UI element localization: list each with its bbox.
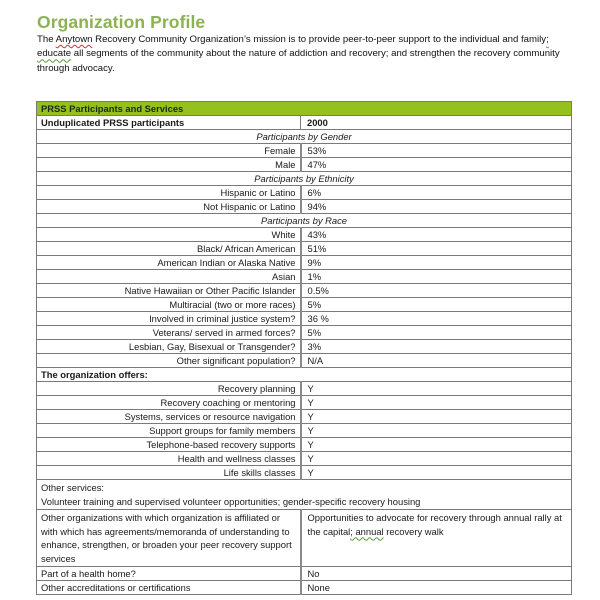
table-row <box>37 396 572 410</box>
row-label: Hispanic or Latino <box>37 186 301 200</box>
spellcheck-flagged-word[interactable]: Anytown <box>55 34 93 45</box>
row-value: Y <box>301 382 572 396</box>
row-value: Y <box>301 466 572 480</box>
section-heading-row <box>37 172 572 186</box>
page-title: Organization Profile <box>37 12 206 32</box>
row-label: Multiracial (two or more races) <box>37 298 301 312</box>
row-value: 43% <box>301 228 572 242</box>
mission-text: Recovery Community Organization’s mission is to provide peer-to-peer support to the individual and family <box>92 34 547 45</box>
ethnicity-heading: Participants by Ethnicity <box>37 172 572 186</box>
table-row <box>37 354 572 368</box>
row-label: Lesbian, Gay, Bisexual or Transgender? <box>37 340 301 354</box>
row-value: 5% <box>301 298 572 312</box>
row-label: Recovery planning <box>37 382 301 396</box>
table-row <box>37 186 572 200</box>
row-value: 53% <box>301 144 572 158</box>
row-value: 1% <box>301 270 572 284</box>
row-label: American Indian or Alaska Native <box>37 256 301 270</box>
row-label: Female <box>37 144 301 158</box>
row-label: Involved in criminal justice system? <box>37 312 301 326</box>
accreditations-label: Other accreditations or certifications <box>37 581 301 595</box>
row-label: Black/ African American <box>37 242 301 256</box>
row-label: Recovery coaching or mentoring <box>37 396 301 410</box>
table-row <box>37 438 572 452</box>
affiliations-text: recovery walk <box>383 525 444 537</box>
affiliations-text: Opportunities to advocate for recovery through annual rally at the capital <box>307 512 562 537</box>
grammar-flagged-text[interactable]: ; educate <box>37 34 549 60</box>
section-heading-row <box>37 368 572 382</box>
row-label: Health and wellness classes <box>37 452 301 466</box>
row-label: Not Hispanic or Latino <box>37 200 301 214</box>
accreditations-value: None <box>301 581 572 595</box>
row-label: Systems, services or resource navigation <box>37 410 301 424</box>
row-value: Y <box>301 452 572 466</box>
row-value: Y <box>301 424 572 438</box>
table-row <box>37 567 572 581</box>
row-label: Telephone-based recovery supports <box>37 438 301 452</box>
table-row <box>37 228 572 242</box>
row-value: Y <box>301 396 572 410</box>
table-row <box>37 242 572 256</box>
other-services-row <box>37 480 572 510</box>
row-label: Other significant population? <box>37 354 301 368</box>
section-heading-row <box>37 214 572 228</box>
row-value: 94% <box>301 200 572 214</box>
grammar-flagged-text[interactable]: ; annual <box>350 525 384 537</box>
row-value: Y <box>301 410 572 424</box>
row-value: 5% <box>301 326 572 340</box>
row-label: Life skills classes <box>37 466 301 480</box>
row-value: 3% <box>301 340 572 354</box>
affiliations-row <box>37 510 572 567</box>
mission-text: The <box>37 34 56 45</box>
unduplicated-label: Unduplicated PRSS participants <box>37 116 301 130</box>
row-label: White <box>37 228 301 242</box>
mission-text: all segments of the community about the nature of addiction and recovery; and strengthen the recovery community through advocacy. <box>37 48 560 74</box>
race-heading: Participants by Race <box>37 214 572 228</box>
row-label: Veterans/ served in armed forces? <box>37 326 301 340</box>
row-value: 0.5% <box>301 284 572 298</box>
table-row <box>37 270 572 284</box>
table-row <box>37 340 572 354</box>
mission-statement <box>37 33 567 76</box>
table-row <box>37 200 572 214</box>
row-label: Male <box>37 158 301 172</box>
unduplicated-value: 2000 <box>301 116 572 130</box>
offers-heading: The organization offers: <box>37 368 572 382</box>
table-row <box>37 312 572 326</box>
table-row <box>37 424 572 438</box>
row-value: 9% <box>301 256 572 270</box>
affiliations-label: Other organizations with which organization is affiliated or with which has agreements/memoranda of understanding to enhance, strengthen, or broaden your peer recovery support services <box>37 510 301 567</box>
row-value: 36 % <box>301 312 572 326</box>
gender-heading: Participants by Gender <box>37 130 572 144</box>
row-label: Asian <box>37 270 301 284</box>
table-row <box>37 382 572 396</box>
affiliations-value <box>301 510 572 567</box>
row-value: 6% <box>301 186 572 200</box>
row-value: Y <box>301 438 572 452</box>
health-home-value: No <box>301 567 572 581</box>
section-heading-row <box>37 130 572 144</box>
table-row <box>37 284 572 298</box>
row-value: N/A <box>301 354 572 368</box>
row-value: 47% <box>301 158 572 172</box>
row-label: Support groups for family members <box>37 424 301 438</box>
table-row <box>37 581 572 595</box>
table-row <box>37 158 572 172</box>
table-row <box>37 452 572 466</box>
health-home-label: Part of a health home? <box>37 567 301 581</box>
table-row <box>37 466 572 480</box>
table-header: PRSS Participants and Services <box>37 102 572 116</box>
other-services-value: Volunteer training and supervised volunteer opportunities; gender-specific recovery housing <box>41 495 421 507</box>
row-label: Native Hawaiian or Other Pacific Islander <box>37 284 301 298</box>
other-services-cell <box>37 480 572 510</box>
table-row <box>37 410 572 424</box>
table-row <box>37 326 572 340</box>
table-row <box>37 298 572 312</box>
row-value: 51% <box>301 242 572 256</box>
table-header-row <box>37 102 572 116</box>
prss-table <box>36 101 572 595</box>
table-row <box>37 144 572 158</box>
other-services-label: Other services: <box>41 482 105 493</box>
table-row <box>37 116 572 130</box>
table-row <box>37 256 572 270</box>
